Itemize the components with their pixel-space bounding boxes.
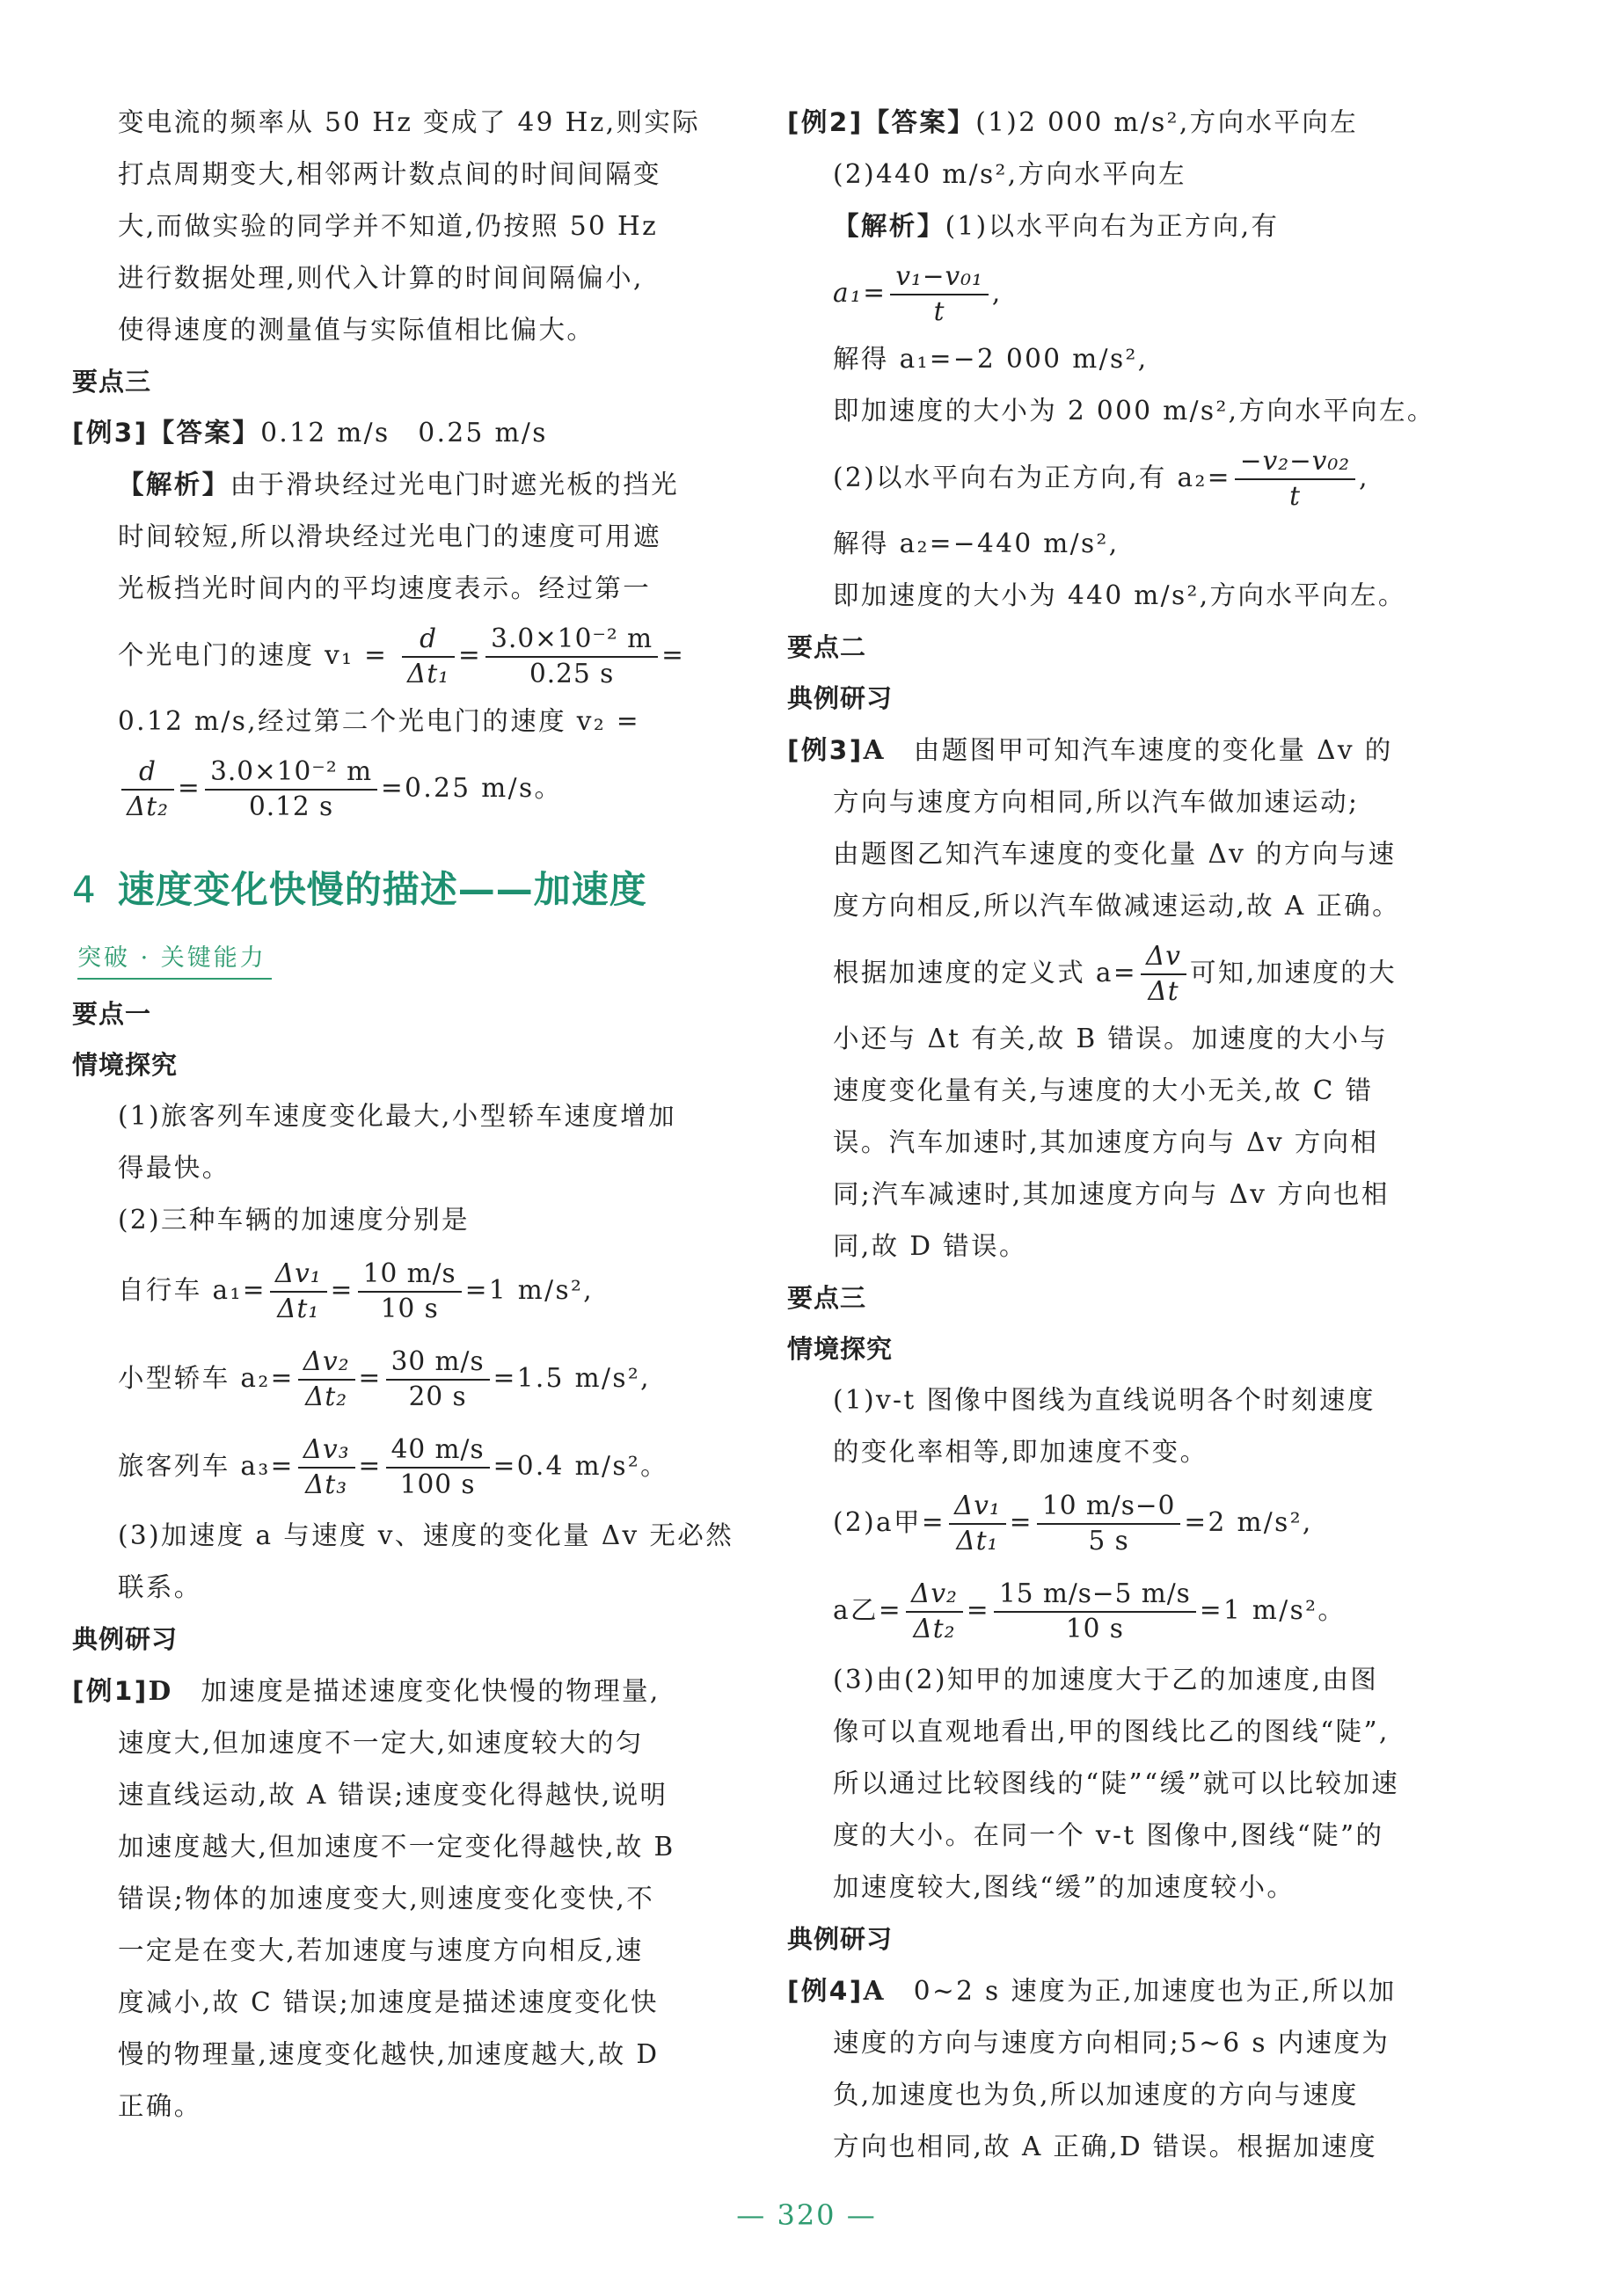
explanation-line <box>72 459 723 511</box>
intro-line: 进行数据处理,则代入计算的时间间隔偏小, <box>118 263 644 293</box>
numerator: 10 m/s−0 <box>1037 1491 1180 1525</box>
explanation-line: 即加速度的大小为 440 m/s²,方向水平向左。 <box>833 580 1406 610</box>
example-line: 速直线运动,故 A 错误;速度变化得越快,说明 <box>118 1780 668 1810</box>
right-column <box>787 97 1456 2173</box>
answer-tag: 【答案】 <box>148 418 261 448</box>
analysis-tag: 【解析】 <box>833 211 945 241</box>
fraction <box>906 1579 963 1644</box>
situation-line: 所以通过比较图线的“陡”“缓”就可以比较加速 <box>833 1768 1400 1798</box>
example-line: 一定是在变大,若加速度与速度方向相反,速 <box>118 1935 644 1965</box>
equation-line <box>787 932 1456 1013</box>
denominator: t <box>1289 481 1301 511</box>
explanation-line: 即加速度的大小为 2 000 m/s²,方向水平向左。 <box>833 396 1435 426</box>
explanation-text: 由于滑块经过光电门时遮光板的挡光 <box>230 470 680 499</box>
numerator: 40 m/s <box>386 1435 490 1469</box>
example-2-answer-1: (1)2 000 m/s²,方向水平向左 <box>975 107 1359 137</box>
example-2-answer-line <box>787 97 1456 149</box>
equation-result: =1 m/s²。 <box>1199 1595 1347 1625</box>
example-line: 正确。 <box>118 2091 202 2121</box>
situation-line: (3)加速度 a 与速度 v、速度的变化量 Δv 无必然 <box>118 1520 734 1550</box>
equation-result: =1.5 m/s², <box>493 1363 651 1393</box>
heading-dianli: 典例研习 <box>72 1624 179 1654</box>
explanation-line: 时间较短,所以滑块经过光电门的速度可用遮 <box>118 521 661 551</box>
example-text: 由题图甲可知汽车速度的变化量 Δv 的 <box>913 735 1393 765</box>
equation-tail: , <box>1359 463 1369 492</box>
fraction <box>298 1435 355 1500</box>
situation-line: 得最快。 <box>118 1153 230 1183</box>
fraction <box>485 624 658 689</box>
denominator: Δt₁ <box>277 1294 320 1323</box>
example-line: 速度的方向与速度方向相同;5~6 s 内速度为 <box>833 2028 1390 2058</box>
example-choice: A <box>863 1975 886 2006</box>
situation-line: 像可以直观地看出,甲的图线比乙的图线“陡”, <box>833 1717 1390 1746</box>
numerator: Δv₃ <box>298 1435 355 1469</box>
denominator: Δt₂ <box>127 791 169 821</box>
fraction <box>386 1435 490 1500</box>
fraction <box>205 757 377 822</box>
equation-tail: , <box>991 278 1003 308</box>
intro-line: 变电流的频率从 50 Hz 变成了 49 Hz,则实际 <box>118 107 701 137</box>
equation-line: $\frac{d}{\text{Δt₂}}$ = $\frac{\text{3.0×10⁻² m}}{0.12 s}$ =0.25 m/s。 <box>72 747 723 828</box>
numerator: 3.0×10⁻² m <box>205 757 377 791</box>
explanation-line <box>787 200 1456 252</box>
numerator: 15 m/s−5 m/s <box>994 1579 1196 1613</box>
left-column <box>72 97 734 2132</box>
numerator: d <box>402 624 455 658</box>
equation-prefix: (2)以水平向右为正方向,有 a₂= <box>833 463 1231 492</box>
equation-label: 自行车 a₁= <box>118 1275 266 1305</box>
fraction <box>1141 942 1186 1007</box>
example-1-line <box>72 1665 723 1717</box>
equation-suffix: 可知,加速度的大 <box>1189 958 1398 988</box>
example-3-answer-line <box>72 407 723 459</box>
equation-line: (2)a甲= $\frac{\text{Δv₁}}{\text{Δt₁}}$ = $\frac{10 m/s-0}{5 s}$ =2 m/s², <box>833 1491 1313 1556</box>
heading-yaodian-3: 要点三 <box>787 1283 867 1313</box>
example-line: 方向与速度方向相同,所以汽车做加速运动; <box>833 787 1360 817</box>
example-line: 方向也相同,故 A 正确,D 错误。根据加速度 <box>833 2132 1378 2161</box>
example-4-line <box>787 1964 1456 2017</box>
situation-line: (1)旅客列车速度变化最大,小型轿车速度增加 <box>118 1101 676 1131</box>
example-line: 负,加速度也为负,所以加速度的方向与速度 <box>833 2080 1359 2110</box>
example-line: 同;汽车减速时,其加速度方向与 Δv 方向也相 <box>833 1179 1390 1209</box>
denominator: Δt <box>1148 976 1179 1006</box>
fraction <box>386 1347 490 1412</box>
example-text: 加速度是描述速度变化快慢的物理量, <box>201 1676 661 1706</box>
explanation-line: 解得 a₁=−2 000 m/s², <box>833 344 1149 374</box>
denominator: 0.12 s <box>248 791 334 821</box>
example-choice: D <box>148 1675 173 1706</box>
numerator: Δv₁ <box>270 1259 327 1293</box>
example-line: 加速度越大,但加速度不一定变化得越快,故 B <box>118 1832 675 1862</box>
intro-line: 使得速度的测量值与实际值相比偏大。 <box>118 315 595 345</box>
equation-tail: =0.25 m/s。 <box>381 773 563 803</box>
equation-label: a₁= <box>833 278 887 308</box>
heading-qingjing: 情境探究 <box>787 1334 894 1364</box>
example-line: 慢的物理量,速度变化越快,加速度越大,故 D <box>118 2039 660 2069</box>
denominator: 20 s <box>408 1381 467 1411</box>
denominator: 10 s <box>380 1294 439 1323</box>
numerator: Δv₂ <box>298 1347 355 1381</box>
example-3-answer: 0.12 m/s 0.25 m/s <box>260 418 548 448</box>
fraction <box>358 1259 462 1324</box>
sub-heading: 突破 · 关键能力 <box>77 939 272 980</box>
example-tag: [例3] <box>72 418 149 448</box>
analysis-tag: 【解析】 <box>118 470 230 499</box>
explanation-line: 解得 a₂=−440 m/s², <box>833 528 1120 558</box>
fraction <box>298 1347 355 1412</box>
example-text: 0~2 s 速度为正,加速度也为正,所以加 <box>913 1976 1397 2006</box>
fraction <box>890 262 989 327</box>
equation-line: 自行车 a₁= $\frac{\text{Δv₁}}{\text{Δt₁}}$ = $\frac{10 m/s}{10 s}$ =1 m/s², <box>118 1258 595 1323</box>
equation-label: (2)a甲= <box>833 1507 945 1537</box>
section-title-text: 速度变化快慢的描述——加速度 <box>117 868 647 911</box>
example-line: 速度变化量有关,与速度的大小无关,故 C 错 <box>833 1075 1374 1105</box>
fraction <box>994 1579 1196 1644</box>
equation-line <box>787 437 1456 518</box>
equation-line: 个光电门的速度 v₁ = $\frac{d}{\text{Δt₁}}$ = $\frac{\text{3.0×10⁻² m}}{0.25 s}$ = <box>118 623 686 689</box>
situation-line: (1)v-t 图像中图线为直线说明各个时刻速度 <box>833 1385 1376 1415</box>
example-line: 由题图乙知汽车速度的变化量 Δv 的方向与速 <box>833 839 1397 869</box>
equation-tail: = <box>661 640 686 670</box>
example-3-line <box>787 724 1456 776</box>
heading-yaodian-3: 要点三 <box>72 367 152 397</box>
denominator: Δt₂ <box>913 1614 956 1644</box>
equation-line: 旅客列车 a₃= $\frac{\text{Δv₃}}{\text{Δt₃}}$ = $\frac{40 m/s}{100 s}$ =0.4 m/s²。 <box>118 1434 668 1499</box>
fraction <box>949 1491 1006 1556</box>
equation-prefix: 个光电门的速度 v₁ = <box>118 640 389 670</box>
situation-line: (2)三种车辆的加速度分别是 <box>118 1205 470 1235</box>
fraction <box>1037 1491 1180 1556</box>
intro-line: 打点周期变大,相邻两计数点间的时间间隔变 <box>118 159 661 189</box>
equation-label: 小型轿车 a₂= <box>118 1363 295 1393</box>
equation-line <box>787 252 1456 333</box>
situation-line: 加速度较大,图线“缓”的加速度较小。 <box>833 1872 1296 1902</box>
heading-yaodian-1: 要点一 <box>72 999 152 1029</box>
situation-line: (3)由(2)知甲的加速度大于乙的加速度,由图 <box>833 1665 1379 1695</box>
equation-label: a乙= <box>833 1595 903 1625</box>
denominator: 0.25 s <box>529 659 615 689</box>
explanation-line: 0.12 m/s,经过第二个光电门的速度 v₂ = <box>118 706 640 736</box>
denominator: 5 s <box>1088 1526 1129 1556</box>
equation-label: 旅客列车 a₃= <box>118 1451 295 1481</box>
example-line: 速度大,但加速度不一定大,如速度较大的匀 <box>118 1728 644 1758</box>
heading-qingjing: 情境探究 <box>72 1050 179 1080</box>
heading-dianli: 典例研习 <box>787 683 894 713</box>
example-2-answer-2: (2)440 m/s²,方向水平向左 <box>833 159 1186 189</box>
situation-line: 的变化率相等,即加速度不变。 <box>833 1437 1208 1467</box>
example-tag: [例1] <box>72 1676 149 1706</box>
equation-line: 小型轿车 a₂= $\frac{\text{Δv₂}}{\text{Δt₂}}$ = $\frac{30 m/s}{20 s}$ =1.5 m/s², <box>118 1346 651 1411</box>
equation-result: =0.4 m/s²。 <box>493 1451 668 1481</box>
example-tag: [例4] <box>787 1976 864 2006</box>
denominator: 10 s <box>1065 1614 1124 1644</box>
numerator: 10 m/s <box>358 1259 462 1293</box>
heading-dianli: 典例研习 <box>787 1924 894 1954</box>
numerator: Δv₁ <box>949 1491 1006 1525</box>
equation-result: =2 m/s², <box>1184 1507 1313 1537</box>
fraction <box>121 757 174 822</box>
heading-yaodian-2: 要点二 <box>787 632 867 662</box>
example-line: 错误;物体的加速度变大,则速度变化变快,不 <box>118 1884 655 1913</box>
example-tag: [例2] <box>787 107 864 137</box>
denominator: Δt₁ <box>407 659 450 689</box>
denominator: Δt₁ <box>956 1526 999 1556</box>
example-line: 误。汽车加速时,其加速度方向与 Δv 方向相 <box>833 1127 1379 1157</box>
situation-line: 度的大小。在同一个 v-t 图像中,图线“陡”的 <box>833 1820 1384 1850</box>
denominator: Δt₂ <box>305 1381 348 1411</box>
numerator: −v₂−v₀₂ <box>1235 447 1355 480</box>
equation-result: =1 m/s², <box>464 1275 595 1305</box>
explanation-line: 光板挡光时间内的平均速度表示。经过第一 <box>118 573 652 603</box>
explanation-text: (1)以水平向右为正方向,有 <box>945 211 1280 241</box>
equation-line: a乙= $\frac{\text{Δv₂}}{\text{Δt₂}}$ = $\frac{15 m/s-5 m/s}{10 s}$ =1 m/s²。 <box>833 1578 1347 1644</box>
numerator: 30 m/s <box>386 1347 490 1381</box>
numerator: 3.0×10⁻² m <box>485 624 658 658</box>
example-line: 度方向相反,所以汽车做减速运动,故 A 正确。 <box>833 891 1401 921</box>
denominator: 100 s <box>399 1469 476 1499</box>
section-number: 4 <box>72 868 97 911</box>
example-choice: A <box>863 734 886 765</box>
denominator: Δt₃ <box>305 1469 348 1499</box>
page-number: — 320 — <box>736 2198 877 2232</box>
fraction <box>402 624 455 689</box>
numerator: Δv₂ <box>906 1579 963 1613</box>
example-line: 度减小,故 C 错误;加速度是描述速度变化快 <box>118 1987 659 2017</box>
situation-line: 联系。 <box>118 1572 202 1602</box>
fraction <box>1235 447 1355 512</box>
example-tag: [例3] <box>787 735 864 765</box>
equation-prefix: 根据加速度的定义式 a= <box>833 958 1137 988</box>
numerator: v₁−v₀₁ <box>890 262 989 295</box>
section-title <box>72 846 723 934</box>
numerator: d <box>121 757 174 791</box>
denominator: t <box>933 296 945 326</box>
fraction <box>270 1259 327 1324</box>
answer-tag: 【答案】 <box>863 107 976 137</box>
intro-line: 大,而做实验的同学并不知道,仍按照 50 Hz <box>118 211 659 241</box>
example-line: 同,故 D 错误。 <box>833 1231 1027 1261</box>
example-line: 小还与 Δt 有关,故 B 错误。加速度的大小与 <box>833 1024 1389 1053</box>
numerator: Δv <box>1141 942 1186 975</box>
